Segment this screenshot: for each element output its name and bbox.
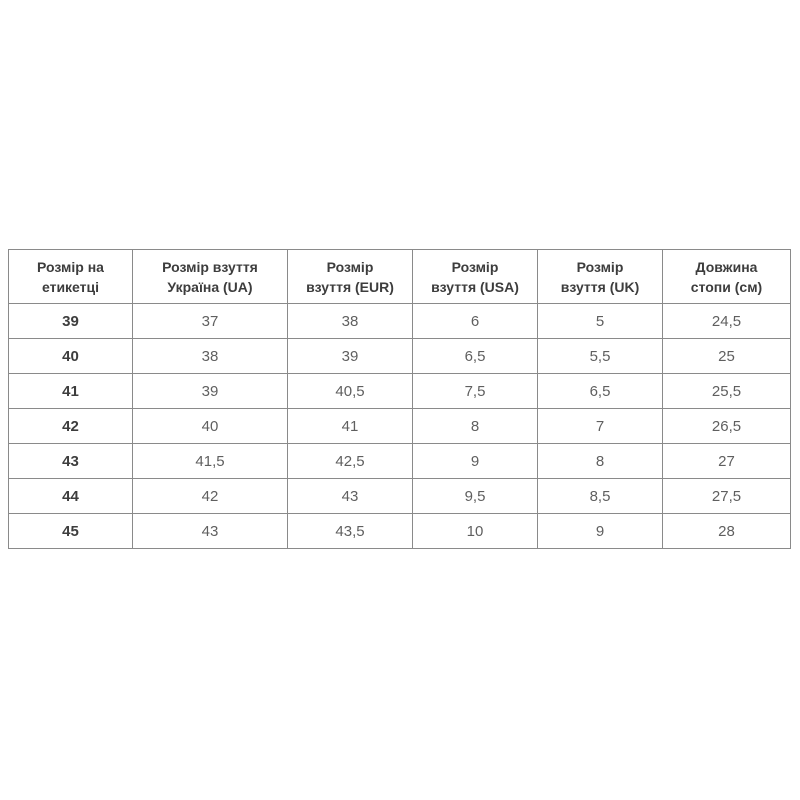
header-line: взуття (EUR) [306,278,394,295]
cell-ua-size: 42 [133,479,288,514]
cell-eur-size: 41 [288,409,413,444]
header-line: взуття (USA) [431,278,519,295]
header-line: Розмір взуття [162,258,258,275]
cell-ua-size: 43 [133,514,288,549]
table-row [9,374,791,409]
cell-ua-size: 40 [133,409,288,444]
cell-uk-size: 9 [538,514,663,549]
header-line: стопи (см) [690,278,763,295]
cell-foot-length: 25 [663,339,791,374]
header-line: етикетці [41,278,100,295]
cell-eur-size: 38 [288,304,413,339]
cell-foot-length: 27,5 [663,479,791,514]
column-header-foot-length [663,250,791,304]
cell-usa-size: 6 [413,304,538,339]
cell-usa-size: 10 [413,514,538,549]
cell-label-size: 43 [9,444,133,479]
cell-uk-size: 5 [538,304,663,339]
cell-eur-size: 42,5 [288,444,413,479]
cell-uk-size: 5,5 [538,339,663,374]
cell-label-size: 39 [9,304,133,339]
cell-label-size: 45 [9,514,133,549]
cell-eur-size: 39 [288,339,413,374]
header-line: Розмір [576,258,624,275]
cell-eur-size: 43 [288,479,413,514]
header-line: взуття (UK) [560,278,640,295]
cell-usa-size: 8 [413,409,538,444]
column-header-uk-size [538,250,663,304]
cell-usa-size: 9 [413,444,538,479]
cell-uk-size: 7 [538,409,663,444]
cell-uk-size: 8 [538,444,663,479]
cell-uk-size: 6,5 [538,374,663,409]
table-row [9,514,791,549]
cell-foot-length: 28 [663,514,791,549]
column-header-label-size [9,250,133,304]
cell-label-size: 40 [9,339,133,374]
column-header-usa-size [413,250,538,304]
cell-label-size: 41 [9,374,133,409]
cell-foot-length: 27 [663,444,791,479]
header-line: Розмір [451,258,499,275]
column-header-ua-size [133,250,288,304]
cell-eur-size: 40,5 [288,374,413,409]
header-row [9,250,791,304]
cell-label-size: 44 [9,479,133,514]
cell-eur-size: 43,5 [288,514,413,549]
cell-uk-size: 8,5 [538,479,663,514]
cell-foot-length: 25,5 [663,374,791,409]
header-line: Україна (UA) [167,278,253,295]
cell-ua-size: 39 [133,374,288,409]
shoe-size-table [8,249,791,549]
cell-usa-size: 6,5 [413,339,538,374]
cell-usa-size: 9,5 [413,479,538,514]
cell-ua-size: 38 [133,339,288,374]
cell-foot-length: 26,5 [663,409,791,444]
table-row [9,479,791,514]
cell-ua-size: 41,5 [133,444,288,479]
header-line: Розмір на [37,258,104,275]
table-row [9,444,791,479]
cell-foot-length: 24,5 [663,304,791,339]
table-row [9,339,791,374]
table-row [9,409,791,444]
table-row [9,304,791,339]
cell-ua-size: 37 [133,304,288,339]
header-line: Розмір [326,258,374,275]
cell-label-size: 42 [9,409,133,444]
column-header-eur-size [288,250,413,304]
cell-usa-size: 7,5 [413,374,538,409]
header-line: Довжина [695,258,758,275]
